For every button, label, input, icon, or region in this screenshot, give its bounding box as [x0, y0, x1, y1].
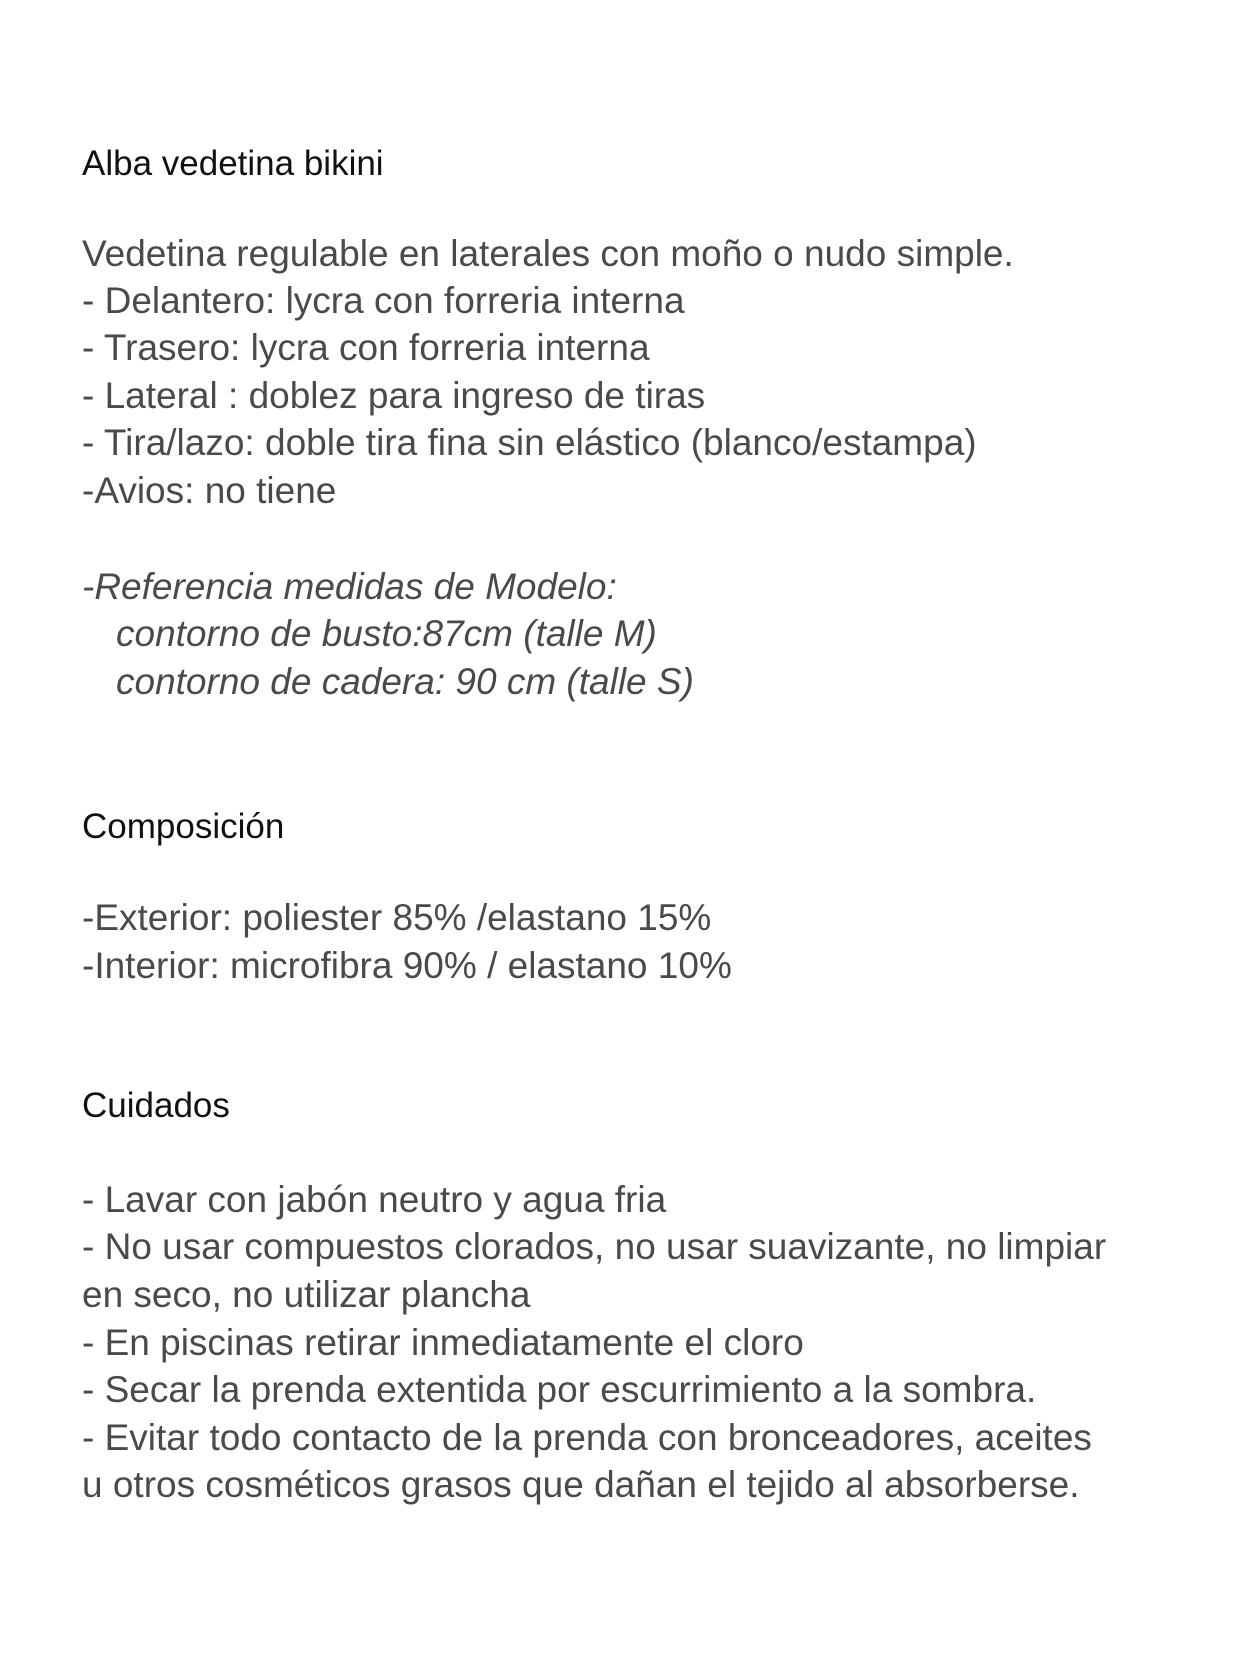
detail-back: - Trasero: lycra con forreria interna [82, 327, 650, 368]
composition-exterior: -Exterior: poliester 85% /elastano 15% [82, 897, 712, 938]
care-heading: Cuidados [82, 1086, 230, 1125]
care-line: - Lavar con jabón neutro y agua fria [82, 1179, 667, 1220]
care-line: en seco, no utilizar plancha [82, 1274, 531, 1315]
detail-strap: - Tira/lazo: doble tira fina sin elástico (blanco/estampa) [82, 422, 977, 463]
detail-side: - Lateral : doblez para ingreso de tiras [82, 375, 706, 416]
product-description: Vedetina regulable en laterales con moño o nudo simple. [82, 233, 1014, 274]
model-reference-label: -Referencia medidas de Modelo: [82, 566, 617, 607]
care-line: - En piscinas retirar inmediatamente el cloro [82, 1322, 804, 1363]
care-line: - No usar compuestos clorados, no usar suavizante, no limpiar [82, 1226, 1107, 1267]
model-bust-measure: contorno de busto:87cm (talle M) [116, 613, 657, 654]
model-hip-measure: contorno de cadera: 90 cm (talle S) [116, 661, 694, 702]
composition-heading: Composición [82, 807, 285, 846]
detail-trims: -Avios: no tiene [82, 470, 337, 511]
product-title: Alba vedetina bikini [82, 144, 384, 183]
care-line: - Evitar todo contacto de la prenda con bronceadores, aceites [82, 1417, 1092, 1458]
detail-front: - Delantero: lycra con forreria interna [82, 280, 685, 321]
care-line: u otros cosméticos grasos que dañan el tejido al absorberse. [82, 1464, 1080, 1505]
care-line: - Secar la prenda extentida por escurrimiento a la sombra. [82, 1369, 1037, 1410]
composition-interior: -Interior: microfibra 90% / elastano 10% [82, 945, 732, 986]
